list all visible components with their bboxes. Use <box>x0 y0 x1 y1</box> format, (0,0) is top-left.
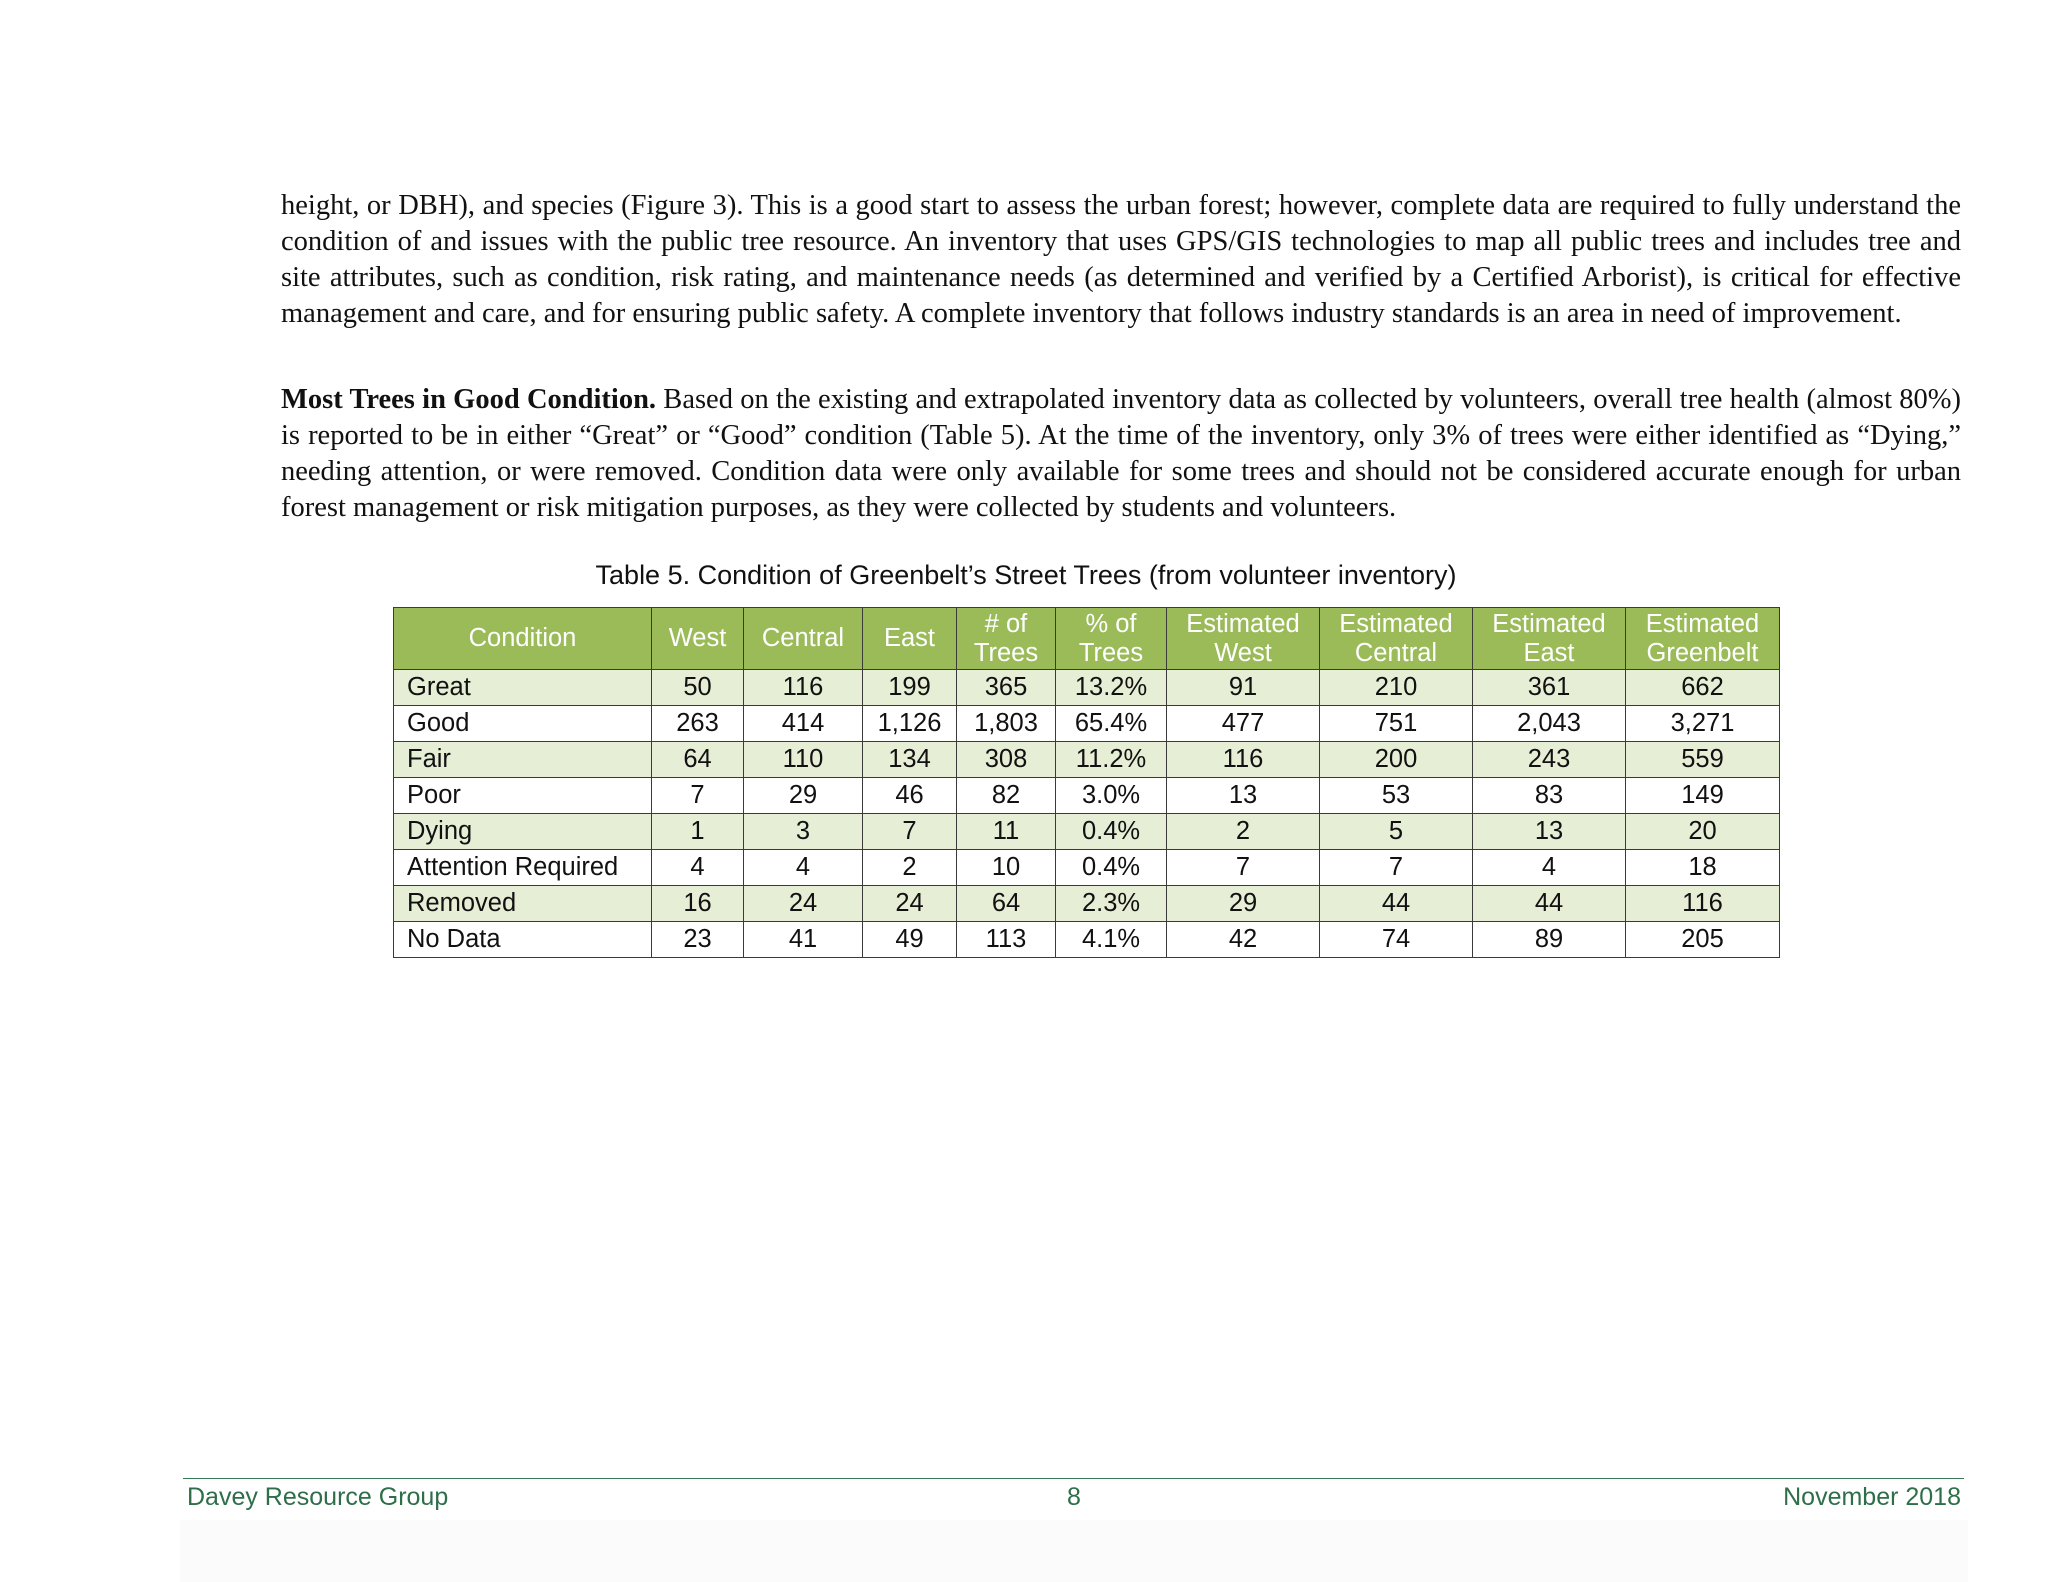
table-cell: 4.1% <box>1056 922 1167 958</box>
table-row <box>394 814 1780 850</box>
column-header-text: Estimated <box>1492 609 1606 638</box>
table-cell: 4 <box>652 850 744 886</box>
condition-label-cell: Great <box>394 670 652 706</box>
table-cell: 49 <box>863 922 957 958</box>
table-cell: 205 <box>1626 922 1780 958</box>
column-header <box>1626 608 1780 670</box>
page-bottom-band <box>180 1520 1968 1582</box>
column-header <box>957 608 1056 670</box>
table-cell: 263 <box>652 706 744 742</box>
table-cell: 0.4% <box>1056 850 1167 886</box>
table-caption: Table 5. Condition of Greenbelt’s Street Trees (from volunteer inventory) <box>595 560 1457 590</box>
table-body <box>394 670 1780 958</box>
table-cell: 116 <box>1626 886 1780 922</box>
table-cell: 74 <box>1320 922 1473 958</box>
table-cell: 5 <box>1320 814 1473 850</box>
condition-label-cell: Attention Required <box>394 850 652 886</box>
table-cell: 29 <box>1167 886 1320 922</box>
table-header-row <box>394 608 1780 670</box>
table-cell: 7 <box>652 778 744 814</box>
table-cell: 2 <box>1167 814 1320 850</box>
table-cell: 751 <box>1320 706 1473 742</box>
column-header <box>1320 608 1473 670</box>
table-cell: 10 <box>957 850 1056 886</box>
table-cell: 18 <box>1626 850 1780 886</box>
table-cell: 53 <box>1320 778 1473 814</box>
table-cell: 13.2% <box>1056 670 1167 706</box>
table-cell: 16 <box>652 886 744 922</box>
table-cell: 662 <box>1626 670 1780 706</box>
column-header-text: Estimated <box>1339 609 1453 638</box>
footer-date: November 2018 <box>1783 1483 1961 1511</box>
table-cell: 559 <box>1626 742 1780 778</box>
table-cell: 1,803 <box>957 706 1056 742</box>
table-row <box>394 670 1780 706</box>
paragraph-heading: Most Trees in Good Condition. <box>281 384 657 415</box>
condition-label-cell: Fair <box>394 742 652 778</box>
table-cell: 65.4% <box>1056 706 1167 742</box>
column-header-text: Condition <box>468 624 577 652</box>
column-header-text: East <box>1523 638 1575 667</box>
table-cell: 113 <box>957 922 1056 958</box>
column-header <box>1167 608 1320 670</box>
table-cell: 365 <box>957 670 1056 706</box>
condition-label-cell: Dying <box>394 814 652 850</box>
table-cell: 110 <box>744 742 863 778</box>
table-cell: 44 <box>1320 886 1473 922</box>
table-cell: 20 <box>1626 814 1780 850</box>
table-cell: 89 <box>1473 922 1626 958</box>
table-cell: 24 <box>863 886 957 922</box>
table-cell: 82 <box>957 778 1056 814</box>
table-cell: 3,271 <box>1626 706 1780 742</box>
table-cell: 11 <box>957 814 1056 850</box>
table-cell: 42 <box>1167 922 1320 958</box>
condition-label-cell: Removed <box>394 886 652 922</box>
table-cell: 44 <box>1473 886 1626 922</box>
column-header-text: Estimated <box>1645 609 1760 638</box>
table-cell: 7 <box>1320 850 1473 886</box>
column-header-text: Central <box>1354 638 1438 667</box>
table-cell: 3.0% <box>1056 778 1167 814</box>
table-cell: 3 <box>744 814 863 850</box>
column-header <box>1473 608 1626 670</box>
column-header-text: Central <box>761 624 845 652</box>
footer-page-number: 8 <box>1067 1483 1081 1511</box>
table-cell: 91 <box>1167 670 1320 706</box>
column-header-text: East <box>883 624 936 652</box>
body-paragraph-condition <box>281 382 1961 526</box>
table-cell: 4 <box>744 850 863 886</box>
table-cell: 210 <box>1320 670 1473 706</box>
paragraph-body: Based on the existing and extrapolated inventory data as collected by volunteers, overall tree health (almost 80%) is reported to be in either “Great” or “Good” condition (Table 5). At the time of the inventory, only 3% of trees were either identified as “Dying,” needing attention, or were removed. Condition data were only available for some trees and should not be considered accurate enough for urban forest management or risk mitigation purposes, as they were collected by students and volunteers. <box>281 384 1961 523</box>
table-cell: 414 <box>744 706 863 742</box>
table-cell: 2,043 <box>1473 706 1626 742</box>
condition-label-cell: No Data <box>394 922 652 958</box>
table-row <box>394 742 1780 778</box>
table-cell: 243 <box>1473 742 1626 778</box>
column-header <box>394 608 652 670</box>
table-cell: 308 <box>957 742 1056 778</box>
column-header-text: Greenbelt <box>1646 638 1759 667</box>
column-header-text: West <box>1214 638 1272 667</box>
footer-divider <box>183 1478 1964 1479</box>
table-cell: 149 <box>1626 778 1780 814</box>
table-row <box>394 850 1780 886</box>
column-header-text: # of <box>984 609 1028 638</box>
table-row <box>394 922 1780 958</box>
footer-organization: Davey Resource Group <box>187 1483 449 1511</box>
body-paragraph-inventory: height, or DBH), and species (Figure 3). This is a good start to assess the urban forest; however, complete data are required to fully understand the condition of and issues with the public tree resource. An inventory that uses GPS/GIS technologies to map all public trees and includes tree and site attributes, such as condition, risk rating, and maintenance needs (as determined and verified by a Certified Arborist), is critical for effective management and care, and for ensuring public safety. A complete inventory that follows industry standards is an area in need of improvement. <box>281 190 1961 329</box>
table-row <box>394 886 1780 922</box>
table-cell: 134 <box>863 742 957 778</box>
table-cell: 24 <box>744 886 863 922</box>
column-header-text: Estimated <box>1186 609 1300 638</box>
table-cell: 0.4% <box>1056 814 1167 850</box>
table-cell: 13 <box>1473 814 1626 850</box>
table-cell: 4 <box>1473 850 1626 886</box>
column-header <box>652 608 744 670</box>
table-row <box>394 706 1780 742</box>
table-cell: 11.2% <box>1056 742 1167 778</box>
column-header <box>1056 608 1167 670</box>
table-cell: 83 <box>1473 778 1626 814</box>
column-header <box>863 608 957 670</box>
table-cell: 116 <box>744 670 863 706</box>
table-row <box>394 778 1780 814</box>
table-cell: 2 <box>863 850 957 886</box>
table-cell: 477 <box>1167 706 1320 742</box>
column-header <box>744 608 863 670</box>
table-cell: 13 <box>1167 778 1320 814</box>
column-header-text: Trees <box>973 638 1039 667</box>
table-cell: 29 <box>744 778 863 814</box>
table-cell: 7 <box>863 814 957 850</box>
table-cell: 1,126 <box>863 706 957 742</box>
table-cell: 46 <box>863 778 957 814</box>
table-cell: 64 <box>957 886 1056 922</box>
condition-label-cell: Poor <box>394 778 652 814</box>
table-cell: 200 <box>1320 742 1473 778</box>
column-header-text: % of <box>1085 609 1137 638</box>
table-cell: 41 <box>744 922 863 958</box>
table-cell: 50 <box>652 670 744 706</box>
table-cell: 23 <box>652 922 744 958</box>
condition-label-cell: Good <box>394 706 652 742</box>
table-cell: 64 <box>652 742 744 778</box>
table-cell: 7 <box>1167 850 1320 886</box>
column-header-text: Trees <box>1078 638 1144 667</box>
table-cell: 2.3% <box>1056 886 1167 922</box>
condition-table <box>393 607 1780 958</box>
table-cell: 361 <box>1473 670 1626 706</box>
table-cell: 1 <box>652 814 744 850</box>
column-header-text: West <box>668 624 727 652</box>
table-cell: 116 <box>1167 742 1320 778</box>
table-cell: 199 <box>863 670 957 706</box>
